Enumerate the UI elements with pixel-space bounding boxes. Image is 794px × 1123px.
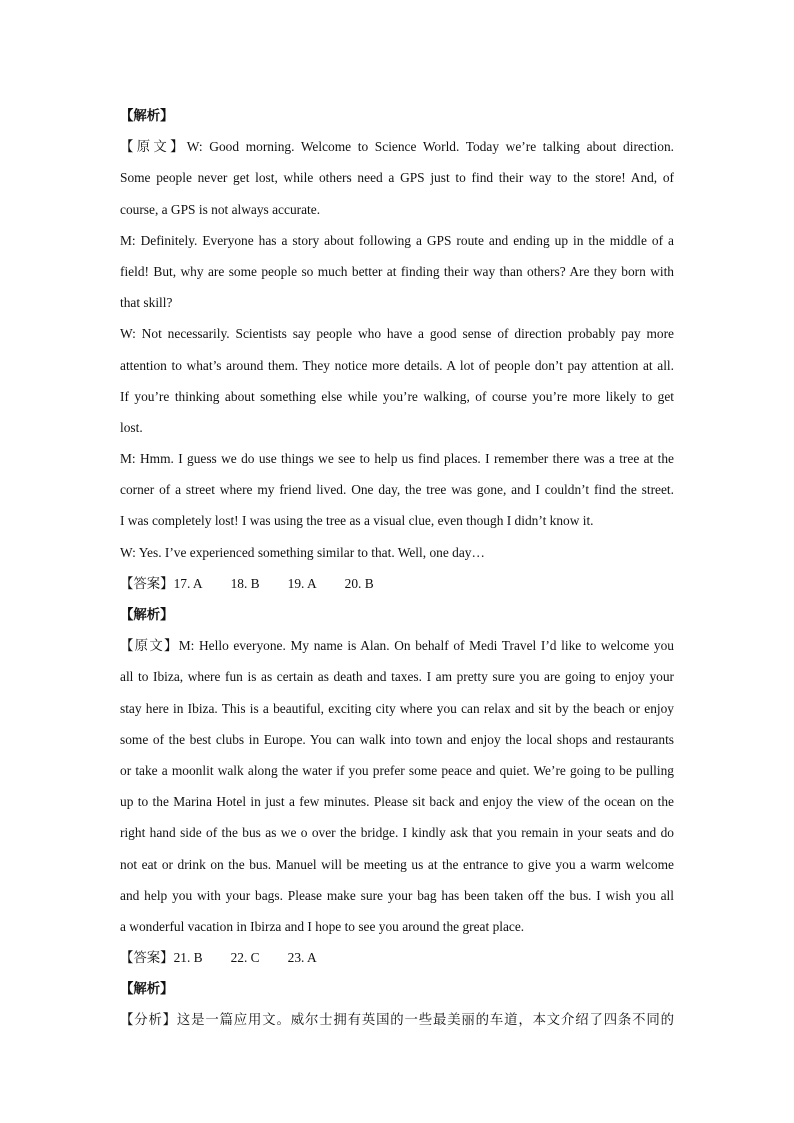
text-line: all to Ibiza, where fun is as certain as death and taxes. I am pretty sure you are going to enjoy your [120,669,674,685]
answer-item: 17. A [173,575,203,591]
text-line: stay here in Ibiza. This is a beautiful, exciting city where you can relax and sit by the beach or enjoy [120,700,674,716]
answer-key-label: 【答案】 [120,575,174,591]
answer-item: 18. B [230,575,260,591]
text-line: W: Yes. I’ve experienced something similar to that. Well, one day… [120,544,485,560]
text-line: course, a GPS is not always accurate. [120,201,321,217]
text-line: a wonderful vacation in Ibirza and I hope to see you around the great place. [120,918,525,934]
section-heading: 【解析】 [120,108,174,123]
answer-key-line [120,568,674,599]
section-heading: 【解析】 [120,607,174,622]
text-line: right hand side of the bus as we o over the bridge. I kindly ask that you remain in your seats and do [120,825,674,841]
text-line: corner of a street where my friend lived. One day, the tree was gone, and I couldn’t find the street. [120,482,674,498]
text-line: 【原文】W: Good morning. Welcome to Science World. Today we’re talking about direction. [120,139,674,155]
text-line: 【分析】这是一篇应用文。威尔士拥有英国的一些最美丽的车道，本文介绍了四条不同的 [120,1012,674,1028]
text-line: not eat or drink on the bus. Manuel will be meeting us at the entrance to give you a warm welcome [120,856,674,872]
answer-item: 23. A [287,950,317,966]
answer-key-label: 【答案】 [120,950,174,966]
text-line: If you’re thinking about something else while you’re walking, of course you’re more likely to get [120,388,674,404]
text-line: I was completely lost! I was using the tree as a visual clue, even though I didn’t know it. [120,513,594,529]
section-heading: 【解析】 [120,981,174,997]
text-line: or take a moonlit walk along the water if you prefer some peace and quiet. We’re going to be pulling [120,762,674,778]
text-line: some of the best clubs in Europe. You can walk into town and enjoy the local shops and restaurants [120,731,674,747]
text-line: 【原文】M: Hello everyone. My name is Alan. On behalf of Medi Travel I’d like to welcome you [120,638,674,654]
text-line: M: Definitely. Everyone has a story about following a GPS route and ending up in the middle of a [120,232,674,248]
text-line: Some people never get lost, while others need a GPS just to find their way to the store! And, of [120,170,674,186]
answer-item: 20. B [344,575,374,591]
text-line: that skill? [120,295,173,311]
text-line: W: Not necessarily. Scientists say people who have a good sense of direction probably pay more [120,326,674,342]
text-line: and help you with your bags. Please make sure your bag has been taken off the bus. I wish you all [120,887,674,903]
text-line: attention to what’s around them. They notice more details. A lot of people don’t pay attention at all. [120,357,674,373]
answer-item: 21. B [173,950,203,966]
answer-item: 22. C [230,950,260,966]
answer-item: 19. A [287,575,317,591]
text-line: up to the Marina Hotel in just a few minutes. Please sit back and enjoy the view of the ocean on the [120,794,674,810]
text-line: field! But, why are some people so much better at finding their way than others? Are they born with [120,263,674,279]
text-line: lost. [120,419,143,435]
text-line: M: Hmm. I guess we do use things we see to help us find places. I remember there was a tree at the [120,451,674,467]
document-body [120,100,674,1036]
answer-key-line [120,942,674,973]
